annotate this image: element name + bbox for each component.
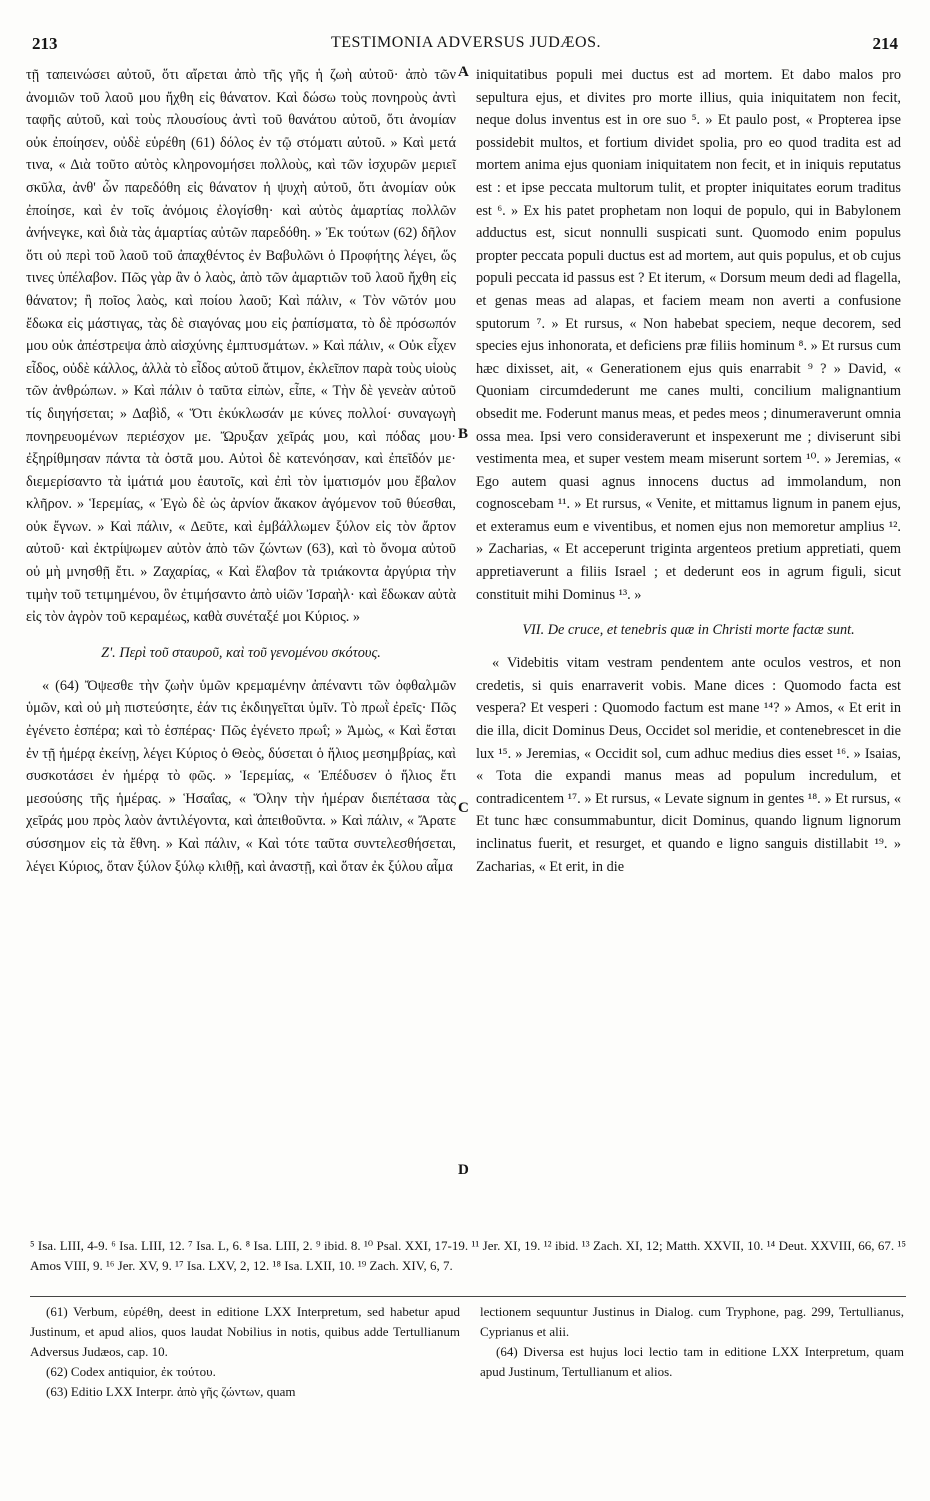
note-62: (62) Codex antiquior, ἐκ τούτου.: [46, 1364, 216, 1379]
note-63-continued: lectionem sequuntur Justinus in Dialog. cum Tryphone, pag. 299, Tertullianus, Cyprianus et alii.: [480, 1304, 904, 1339]
page-number-right: 214: [872, 34, 898, 53]
latin-paragraph-2: « Videbitis vitam vestram pendentem ante oculos vestros, et non credetis, si quis enarraverit vobis. Mane dices : Quomodo facta est vespera? Et vesperi : Quomodo factum est mane ¹⁴? » Amos, « Et erit in die illa, dicit Dominus Deus, Occidet sol meridie, et contenebrescet in die lux ¹⁵. » Jeremias, « Occidit sol, cum adhuc medius dies esset ¹⁶. » Isaias, « Tota die expandi manus meas ad populum incredulum, et contradicentem ¹⁷. » Et rursus, « Levate signum in gentes ¹⁸. » Et rursus, « Et tunc hæc consummabuntur, dicit Dominus, quando lignum lignorum inclinatus fuerit, et resurget, et quando e ligno sanguis distillabit ¹⁹. » Zacharias, « Et erit, in die: [476, 655, 901, 875]
greek-paragraph-1: τῇ ταπεινώσει αὐτοῦ, ὅτι αἴρεται ἀπὸ τῆς γῆς ἡ ζωὴ αὐτοῦ· ἀπὸ τῶν ἀνομιῶν τοῦ λαοῦ μου ἤχθη εἰς θάνατον. Καὶ δώσω τοὺς πονηροὺς ἀντὶ ταφῆς αὐτοῦ, καὶ τοὺς πλουσίους ἀντὶ τοῦ θανάτου αὐτοῦ, ὅτι ἀνομίαν οὐκ ἐποίησεν, οὐδὲ εὑρέθη (61) δόλος ἐν τῷ στόματι αὐτοῦ. » Καὶ μετά τινα, « Διὰ τοῦτο αὐτὸς κληρονομήσει πολλοὺς, καὶ τῶν ἰσχυρῶν μεριεῖ σκῦλα, ἀνθ' ὧν παρεδόθη εἰς θάνατον ἡ ψυχὴ αὐτοῦ, ὅτι ἀνομίαν οὐκ ἐποίησε, καὶ ἐν τοῖς ἀνόμοις ἐλογίσθη· καὶ αὐτὸς ἁμαρτίας πολλῶν ἀνήνεγκε, καὶ διὰ τὰς ἁμαρτίας αὐτῶν παρεδόθη. » Ἐκ τούτων (62) δῆλον ὅτι οὐ περὶ τοῦ λαοῦ τοῦ ἀπαχθέντος ἐν Βαβυλῶνι ὁ Προφήτης λέγει, ὥς τινες ὑπέλαβον. Πῶς γὰρ ἂν ὁ λαὸς, ἀπὸ τῶν ἁμαρτιῶν τοῦ λαοῦ ἤχθη εἰς θάνατον; ἢ ποῖος λαὸς, καὶ ποίου λαοῦ; Καὶ πάλιν, « Τὸν νῶτόν μου ἔδωκα εἰς μάστιγας, τὰς δὲ σιαγόνας μου εἰς ῥαπίσματα, τὸ δὲ πρόσωπόν μου οὐκ ἀπέστρεψα ἀπὸ αἰσχύνης ἐμπτυσμάτων. » Καὶ πάλιν, « Οὐκ εἶχεν εἶδος, οὐδὲ κάλλος, ἀλλὰ τὸ εἶδος αὐτοῦ ἄτιμον, ἐκλεῖπον παρὰ τοὺς υἱοὺς τῶν ἀνθρώπων. » Καὶ πάλιν ὁ ταῦτα εἰπὼν, εἶπε, « Τὴν δὲ γενεὰν αὐτοῦ τίς διηγήσεται; » Δαβὶδ, « Ὅτι ἐκύκλωσάν με κύνες πολλοί· συναγωγὴ πονηρευομένων περιέσχον με. Ὤρυξαν χεῖράς μου, καὶ πόδας μου· ἐξηρίθμησαν πάντα τὰ ὀστᾶ μου. Αὐτοὶ δὲ κατενόησαν, καὶ ἐπεῖδόν με· διεμερίσαντο τὰ ἱμάτιά μου ἑαυτοῖς, καὶ ἐπὶ τὸν ἱματισμόν μου ἔβαλον κλῆρον. » Ἱερεμίας, « Ἐγὼ δὲ ὡς ἀρνίον ἄκακον ἀγόμενον τοῦ θύεσθαι, οὐκ ἔγνων. » Καὶ πάλιν, « Δεῦτε, καὶ ἐμβάλλωμεν ξύλον εἰς τὸν ἄρτον αὐτοῦ· καὶ ἐκτρίψωμεν αὐτὸν ἀπὸ τῶν ζώντων (63), καὶ τὸ ὄνομα αὐτοῦ οὐ μὴ μνησθῇ ἔτι. » Ζαχαρίας, « Καὶ ἔλαβον τὰ τριάκοντα ἀργύρια τὴν τιμὴν τοῦ τετιμημένου, ὃν ἐτιμήσαντο ἀπὸ υἱῶν Ἰσραὴλ· καὶ ἔδωκαν αὐτὰ εἰς τὸν ἀγρὸν τοῦ κεραμέως, καθὰ συνέταξέ μοι Κύριος. »: [26, 67, 456, 626]
margin-marker-c: C: [458, 800, 469, 816]
running-title: TESTIMONIA ADVERSUS JUDÆOS.: [331, 34, 601, 51]
note-63: (63) Editio LXX Interpr. ἀπὸ γῆς ζώντων, quam: [46, 1384, 296, 1399]
latin-column: [476, 64, 901, 878]
greek-paragraph-2: « (64) Ὄψεσθε τὴν ζωὴν ὑμῶν κρεμαμένην ἀπέναντι τῶν ὀφθαλμῶν ὑμῶν, καὶ οὐ μὴ πιστεύσητε, ἐάν τις ἐκδιηγεῖται ὑμῖν. Τὸ πρωῒ ἐρεῖς· Πῶς ἐγένετο ἑσπέρα; καὶ τὸ ἑσπέρας· Πῶς ἐγένετο πρωΐ; » Ἀμὼς, « Καὶ ἔσται ἐν τῇ ἡμέρᾳ ἐκείνῃ, λέγει Κύριος ὁ Θεὸς, δύσεται ὁ ἥλιος μεσημβρίας, καὶ συσκοτάσει ἐν ἡμέρᾳ τὸ φῶς. » Ἱερεμίας, « Ἐπέδυσεν ὁ ἥλιος ἔτι μεσούσης τῆς ἡμέρας. » Ἡσαΐας, « Ὅλην τὴν ἡμέραν διεπέτασα τὰς χεῖράς μου πρὸς λαὸν ἀντιλέγοντα, καὶ ἀπειθοῦντα. » Καὶ πάλιν, « Ἄρατε σύσσημον εἰς τὰ ἔθνη. » Καὶ πάλιν, « Καὶ τότε ταῦτα συντελεσθήσεται, λέγει Κύριος, ὅταν ξύλον ξύλῳ κλιθῇ, καὶ ἀναστῇ, καὶ ὅταν ἐκ ξύλου αἷμα: [26, 677, 456, 875]
editor-notes-left: [30, 1302, 460, 1402]
latin-section-heading: VII. De cruce, et tenebris quæ in Christi morte factæ sunt.: [522, 622, 855, 639]
margin-marker-b: B: [458, 426, 469, 442]
margin-marker-d: D: [458, 1162, 469, 1178]
note-64: (64) Diversa est hujus loci lectio tam in editione LXX Interpretum, quam apud Justinum, Tertullianum et alios.: [480, 1344, 904, 1379]
running-header: [26, 34, 906, 60]
greek-section-heading: Ζ'. Περὶ τοῦ σταυροῦ, καὶ τοῦ γενομένου σκότους.: [101, 644, 381, 661]
scripture-footnotes: ⁵ Isa. LIII, 4-9. ⁶ Isa. LIII, 12. ⁷ Isa. L, 6. ⁸ Isa. LIII, 2. ⁹ ibid. 8. ¹⁰ Psal. XXI, 17-19. ¹¹ Jer. XI, 19. ¹² ibid. ¹³ Zach. XI, 12; Matth. XXVII, 10. ¹⁴ Deut. XXVIII, 66, 67. ¹⁵ Amos VIII, 9. ¹⁶ Jer. XV, 9. ¹⁷ Isa. LXV, 2, 12. ¹⁸ Isa. LXII, 10. ¹⁹ Zach. XIV, 6, 7.: [30, 1238, 906, 1273]
note-61: (61) Verbum, εὑρέθη, deest in editione LXX Interpretum, sed habetur apud Justinum, et apud alios, quos laudat Nobilius in notis, quibus adde Tertullianum Adversus Judæos, cap. 10.: [30, 1304, 460, 1359]
margin-marker-a: A: [458, 64, 469, 80]
latin-paragraph-1: iniquitatibus populi mei ductus est ad mortem. Et dabo malos pro sepultura ejus, et divites pro morte illius, quia iniquitatem non fecit, neque dolus inventus est in ore suo ⁵. » Et paulo post, « Propterea ipse possidebit multos, et fortium dividet spolia, pro eo quod tradita est ad mortem anima ejus quoniam iniquitatem non fecit, et in iniquis reputatus est : et ipse peccata multorum tulit, et propter iniquitates eorum traditus est ⁶. » Ex his patet prophetam non loqui de populo, qui in Babylonem adductus est, sicut nonnulli suspicati sunt. Quomodo enim populus propter peccata populi ductus est ad mortem, aut quis populus, et ob cujus populi peccata id passus est ? Et iterum, « Dorsum meum dedi ad flagella, et genas meas ad alapas, et faciem meam non averti a confusione sputorum ⁷. » Et rursus, « Non habebat speciem, neque decorem, sed species ejus inhonorata, et deficiens præ filiis hominum ⁸. » Et rursus cum hæc dixisset, ait, « Generationem ejus quis enarrabit ⁹ ? » David, « Quoniam circumdederunt me canes multi, concilium malignantium obsedit me. Foderunt manus meas, et pedes meos ; dinumeraverunt omnia ossa mea. Ipsi vero consideraverunt et inspexerunt me ; diviserunt sibi vestimenta mea, et super vestem meam miserunt sortem ¹⁰. » Jeremias, « Ego autem quasi agnus innocens ductus ad immolandum, non cognoscebam ¹¹. » Et rursus, « Venite, et mittamus lignum in panem ejus, et exteramus eum e viventibus, et nomen ejus non memoretur amplius ¹². » Zacharias, « Et acceperunt triginta argenteos pretium appretiati, quem appretiaverunt a filiis Israel ; et dederunt eos in agrum figuli, sicut constituit mihi Dominus ¹³. »: [476, 67, 901, 603]
notes-divider: [30, 1296, 906, 1297]
greek-column: [26, 64, 456, 878]
editor-notes-right: [480, 1302, 904, 1382]
page-number-left: 213: [32, 34, 58, 53]
